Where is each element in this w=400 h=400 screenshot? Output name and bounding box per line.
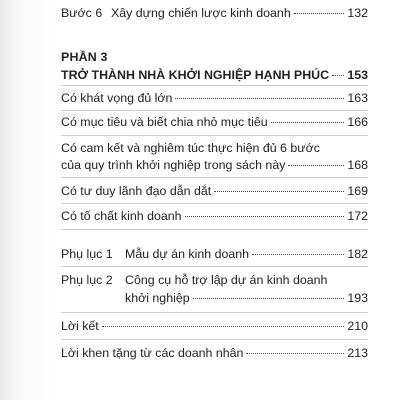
- entry-title: Lời khen tặng từ các doanh nhân: [61, 346, 244, 360]
- entry-title-line2: của quy trình khởi nghiệp trong sách này: [61, 158, 286, 172]
- toc-entry: [61, 208, 368, 224]
- toc-entry-part3: [61, 67, 368, 83]
- toc-entry: [61, 114, 368, 130]
- divider: [61, 203, 368, 204]
- entry-title: Lời kết: [61, 319, 99, 333]
- toc-entry-appendix2: [125, 290, 368, 306]
- entry-title: Có mục tiêu và biết chia nhỏ mục tiêu: [61, 115, 268, 129]
- toc-entry-afterword: [61, 318, 368, 334]
- divider: [61, 312, 368, 313]
- page-number: 193: [347, 291, 368, 305]
- dot-leader: [185, 215, 345, 217]
- dot-leader: [252, 253, 344, 255]
- page-number: 210: [347, 319, 368, 333]
- toc-entry-appendix2-line1: [61, 272, 368, 288]
- entry-title-line1: Có cam kết và nghiêm túc thực hiện đủ 6 bước: [61, 141, 320, 155]
- divider: [61, 110, 368, 111]
- toc-entry-line1: [61, 140, 368, 156]
- divider: [61, 85, 368, 86]
- step-tag: Bước 6: [61, 6, 103, 20]
- toc-entry-step6: [61, 5, 368, 21]
- appendix-tag: Phụ lục 1: [61, 247, 113, 261]
- divider: [61, 266, 368, 267]
- dot-leader: [193, 297, 345, 299]
- dot-leader: [246, 352, 344, 354]
- page-number: 168: [347, 158, 368, 172]
- dot-leader: [102, 325, 345, 327]
- dot-leader: [294, 12, 345, 14]
- dot-leader: [214, 190, 344, 192]
- divider: [61, 229, 368, 230]
- entry-title: Có tố chất kinh doanh: [61, 209, 182, 223]
- entry-title: Có khát vọng đủ lớn: [61, 91, 173, 105]
- appendix-tag: Phụ lục 2: [61, 273, 113, 287]
- page-number: 169: [347, 184, 368, 198]
- page-number: 163: [347, 91, 368, 105]
- divider: [61, 177, 368, 178]
- page-number: 153: [347, 68, 368, 82]
- page-number: 172: [347, 209, 368, 223]
- entry-title-line1: Công cụ hỗ trợ lập dự án kinh doanh: [125, 273, 328, 287]
- entry-title: Mẫu dự án kinh doanh: [125, 247, 250, 261]
- divider: [61, 339, 368, 340]
- part-label: PHẦN 3: [61, 50, 108, 64]
- entry-title: Có tư duy lãnh đạo dẫn dắt: [61, 184, 212, 198]
- toc-entry-appendix1: [61, 246, 368, 262]
- page-number: 182: [347, 247, 368, 261]
- page-number: 213: [347, 346, 368, 360]
- page-number: 166: [347, 115, 368, 129]
- page-number: 132: [347, 6, 368, 20]
- dot-leader: [175, 97, 344, 99]
- toc-entry: [61, 183, 368, 199]
- toc-entry-praise: [61, 345, 368, 361]
- toc-entry: [61, 157, 368, 173]
- dot-leader: [271, 121, 345, 123]
- entry-title-line2: khởi nghiệp: [125, 291, 190, 305]
- entry-title: Xây dựng chiến lược kinh doanh: [111, 6, 291, 20]
- divider: [61, 135, 368, 136]
- dot-leader: [332, 74, 344, 76]
- toc-entry: [61, 90, 368, 106]
- part-title: TRỞ THÀNH NHÀ KHỞI NGHIỆP HẠNH PHÚC: [61, 68, 330, 82]
- dot-leader: [288, 164, 344, 166]
